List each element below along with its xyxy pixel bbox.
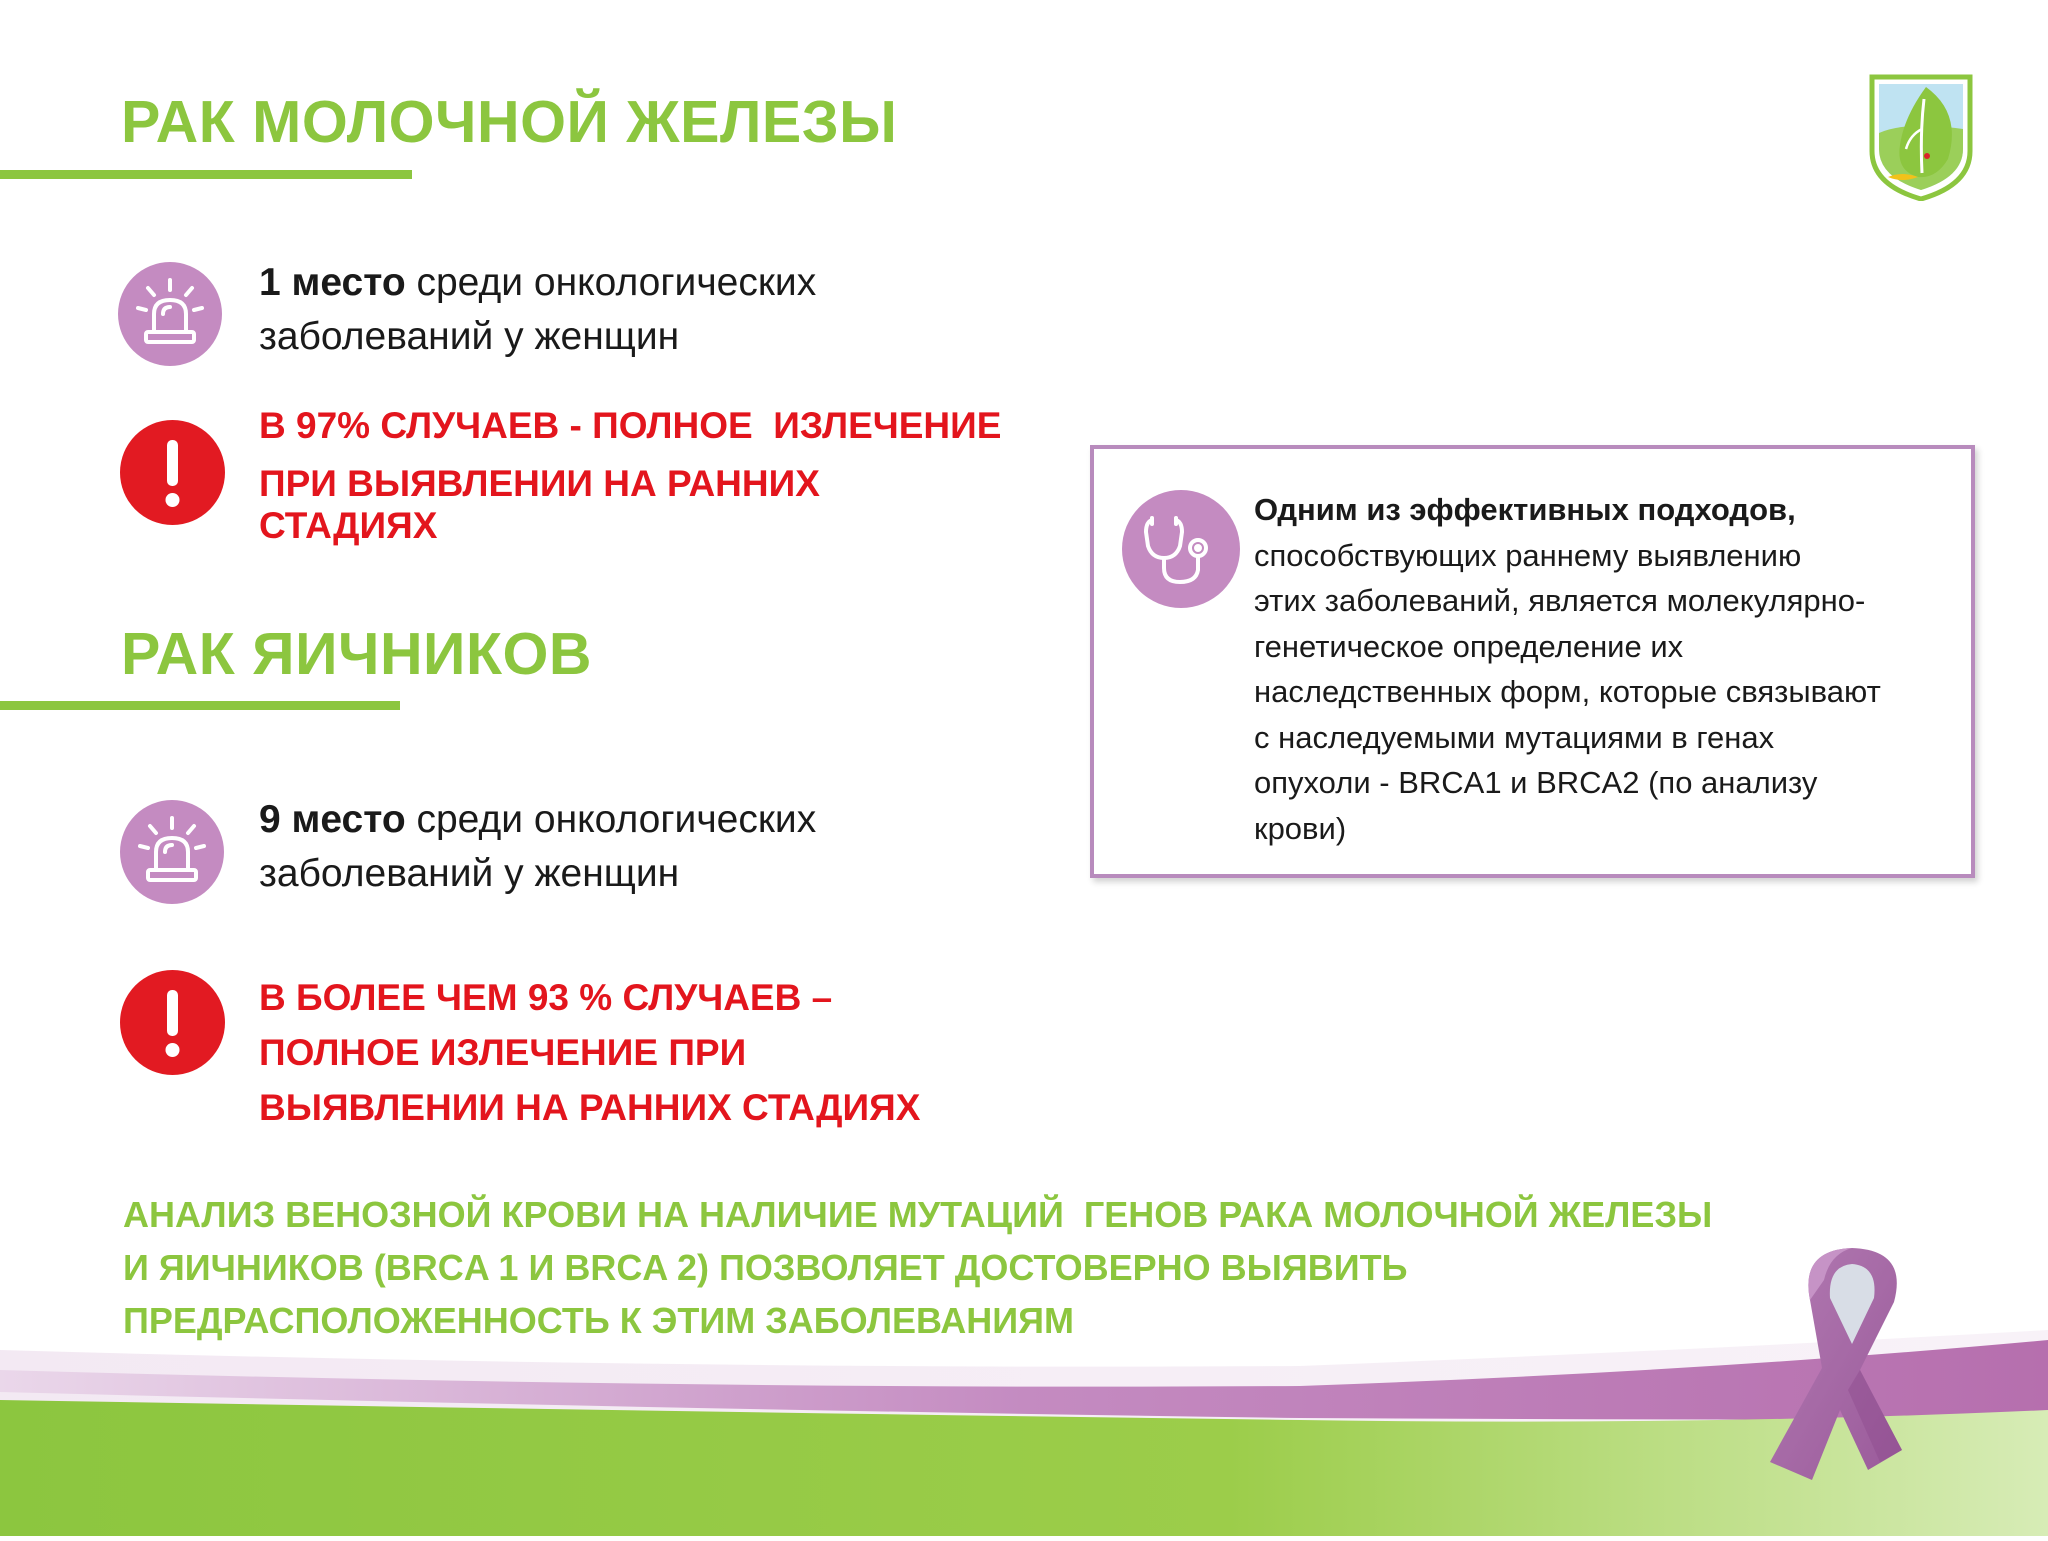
ovarian-alert-line1: В БОЛЕЕ ЧЕМ 93 % СЛУЧАЕВ – — [259, 977, 833, 1018]
breast-rank-strong: 1 место — [259, 261, 406, 304]
breast-alert-line3: СТАДИЯХ — [259, 505, 438, 546]
awareness-ribbon — [1740, 1240, 1960, 1536]
title-underline — [0, 170, 412, 179]
exclamation-icon — [120, 420, 225, 525]
ovarian-alert-line2: ПОЛНОЕ ИЗЛЕЧЕНИЕ ПРИ — [259, 1032, 747, 1073]
ovarian-rank-strong: 9 место — [259, 798, 406, 841]
section-title-breast: РАК МОЛОЧНОЙ ЖЕЛЕЗЫ — [121, 89, 898, 155]
exclamation-icon — [120, 970, 225, 1075]
info-card-line: способствующих раннему выявлению — [1254, 537, 1802, 573]
siren-icon — [118, 262, 222, 366]
footer-line1: АНАЛИЗ ВЕНОЗНОЙ КРОВИ НА НАЛИЧИЕ МУТАЦИЙ ГЕНОВ РАКА МОЛОЧНОЙ ЖЕЛЕЗЫ — [123, 1194, 1713, 1235]
info-card-lead: Одним из эффективных подходов, — [1254, 492, 1796, 527]
info-card-text — [1254, 487, 1964, 851]
info-card — [1090, 445, 1975, 878]
siren-icon — [120, 800, 224, 904]
info-card-line: наследственных форм, которые связывают — [1254, 674, 1881, 709]
leaf-emblem-logo — [1866, 73, 1976, 201]
info-card-line: генетическое определение их — [1254, 628, 1684, 664]
info-card-line: опухоли - BRCA1 и BRCA2 (по анализу — [1254, 765, 1818, 800]
footer-line2: И ЯИЧНИКОВ (BRCA 1 И BRCA 2) ПОЗВОЛЯЕТ ДОСТОВЕРНО ВЫЯВИТЬ — [123, 1247, 1408, 1288]
ovarian-alert-text — [259, 970, 1059, 1135]
breast-alert-text — [259, 398, 1059, 554]
ovarian-rank-line2: заболеваний у женщин — [259, 852, 680, 895]
breast-rank-rest: среди онкологических — [405, 261, 817, 304]
footer-line3: ПРЕДРАСПОЛОЖЕННОСТЬ К ЭТИМ ЗАБОЛЕВАНИЯМ — [123, 1300, 1074, 1341]
section-title-ovarian: РАК ЯИЧНИКОВ — [121, 621, 592, 687]
ovarian-rank-text — [259, 793, 959, 901]
stethoscope-icon — [1122, 490, 1240, 608]
breast-rank-line2: заболеваний у женщин — [259, 315, 680, 358]
breast-alert-line1: В 97% СЛУЧАЕВ - ПОЛНОЕ ИЗЛЕЧЕНИЕ — [259, 405, 1002, 446]
breast-alert-line2: ПРИ ВЫЯВЛЕНИИ НА РАННИХ — [259, 463, 820, 504]
ovarian-rank-rest: среди онкологических — [405, 798, 817, 841]
info-card-line: крови) — [1254, 810, 1347, 846]
ovarian-alert-line3: ВЫЯВЛЕНИИ НА РАННИХ СТАДИЯХ — [259, 1087, 921, 1128]
info-card-line: этих заболеваний, является молекулярно- — [1254, 583, 1866, 618]
breast-rank-text — [259, 256, 959, 364]
title-underline — [0, 701, 400, 710]
info-card-line: с наследуемыми мутациями в генах — [1254, 719, 1775, 755]
